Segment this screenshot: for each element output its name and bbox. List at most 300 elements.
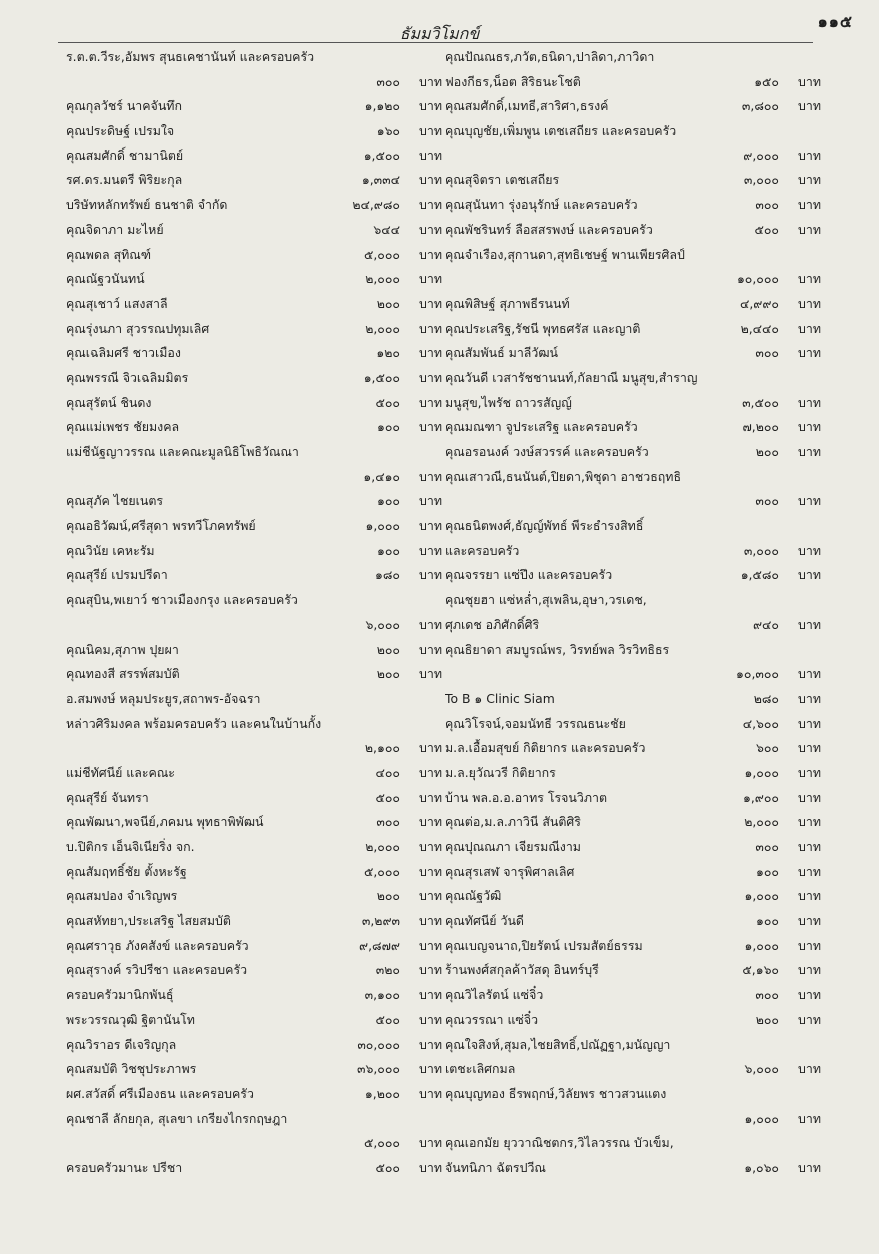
donor-line (66, 292, 442, 317)
donor-line (66, 835, 442, 860)
page-number: ๑๑๕ (817, 12, 853, 31)
currency-unit: บาท (419, 518, 442, 534)
donation-amount: ๑,๓๓๔ (361, 172, 400, 188)
currency-unit (400, 45, 442, 70)
donation-amount: ๔๐๐ (375, 764, 400, 780)
currency-unit: บาท (798, 542, 821, 558)
donor-line (445, 45, 821, 70)
currency-unit: บาท (798, 221, 821, 237)
donor-name: คุณณัฐวัฒิ (445, 888, 502, 904)
donor-name: หล่าวศิริมงคล พร้อมครอบครัว และคนในบ้านกั้ง (66, 715, 322, 731)
donor-name: บ.ปิติกร เอ็นจิเนียริ่ง จก. (66, 839, 195, 854)
currency-unit: บาท (419, 73, 442, 89)
donor-line (66, 934, 442, 959)
donation-amount: ๒๘๐ (753, 690, 779, 706)
donor-name: คุณวรรณา แซ่จิ๋ว (445, 1011, 539, 1027)
donor-name (445, 267, 737, 292)
donation-amount: ๒๐๐ (755, 1011, 779, 1027)
donation-amount: ๓๐๐ (755, 345, 779, 361)
donation-amount: ๔,๖๐๐ (742, 715, 779, 731)
currency-unit: บาท (419, 839, 442, 854)
donation-amount: ๑,๙๐๐ (742, 789, 779, 805)
donor-name: รศ.ดร.มนตรี พิริยะกุล (66, 172, 183, 188)
donation-amount: ๒,๐๐๐ (365, 839, 400, 854)
donor-name: คุณสุรีย์ เปรมปรีดา (66, 567, 168, 583)
donor-line (445, 489, 821, 514)
currency-unit: บาท (798, 962, 821, 978)
donor-line (66, 563, 442, 588)
currency-unit (779, 638, 821, 663)
currency-unit: บาท (798, 98, 821, 114)
donor-line (445, 70, 821, 95)
donation-amount: ๑๐๐ (756, 863, 779, 879)
donor-name: คุณสหัทยา,ประเสริฐ ไสยสมบัติ (66, 913, 231, 929)
donor-name: คุณพัฒนา,พจนีย์,ภคมน พุทธาพิพัฒน์ (66, 814, 264, 830)
donor-line (66, 218, 442, 243)
currency-unit: บาท (798, 567, 821, 583)
donor-name (445, 1107, 745, 1132)
donor-name: คุณวินัย เคหะรัม (66, 542, 155, 558)
donor-line (66, 1033, 442, 1058)
donation-amount: ๑๕๐ (754, 73, 779, 89)
donation-amount: ๗,๒๐๐ (742, 419, 779, 435)
donor-line (66, 662, 442, 687)
donor-line (66, 415, 442, 440)
donation-amount: ๕,๑๖๐ (742, 962, 779, 978)
donor-name: คุณสุรัตน์ ชินดง (66, 394, 152, 410)
donor-line (66, 119, 442, 144)
donor-line (66, 1082, 442, 1107)
donor-name: คุณธิยาดา สมบูรณ์พร, วิรทย์พล วิรวิทธิธร (445, 641, 670, 657)
donation-amount: ๒๐๐ (376, 641, 400, 657)
currency-unit: บาท (798, 937, 821, 953)
currency-unit: บาท (419, 221, 442, 237)
donor-line (66, 613, 442, 638)
donor-name: คุณสุนันทา รุ่งอนุรักษ์ และครอบครัว (445, 197, 638, 213)
donor-name: คุณวิไลรัตน์ แซ่จิ๋ว (445, 987, 544, 1003)
currency-unit: บาท (798, 1159, 821, 1175)
currency-unit: บาท (419, 369, 442, 385)
donor-name: คุณกุลวัชร์ นาคจันทึก (66, 98, 182, 114)
donor-name: ศุภเดช อภิศักดิ์ศิริ (445, 616, 540, 632)
currency-unit: บาท (798, 814, 821, 830)
currency-unit: บาท (798, 419, 821, 435)
donor-line (445, 1057, 821, 1082)
donation-amount: ๓,๐๐๐ (743, 172, 779, 188)
currency-unit: บาท (419, 1085, 442, 1101)
donor-name: คุณใจสิงห์,สุมล,ไชยสิทธิ์,ปณัฏฐา,มนัญญา (445, 1036, 671, 1052)
donor-line (445, 786, 821, 811)
donor-line (445, 94, 821, 119)
donor-name: คุณประดิษฐ์ เปรมใจ (66, 123, 175, 139)
currency-unit: บาท (419, 740, 442, 756)
donor-line (445, 810, 821, 835)
donor-name: ม.ล.เอื้อมสุขย์ กิติยากร และครอบครัว (445, 740, 646, 756)
currency-unit (400, 1107, 442, 1132)
donor-name (66, 736, 365, 761)
donor-name: คุณสุบิน,พเยาว์ ชาวเมืองกรุง และครอบครัว (66, 592, 298, 608)
donor-name: คุณทองสี สรรพ์สมบัติ (66, 666, 180, 682)
currency-unit: บาท (798, 1011, 821, 1027)
donor-line (66, 786, 442, 811)
donor-name: ครอบครัวมานะ ปรีชา (66, 1159, 183, 1175)
currency-unit: บาท (419, 320, 442, 336)
donor-name: บ้าน พล.อ.อ.อาทร โรจนวิภาต (445, 789, 608, 805)
currency-unit: บาท (419, 616, 442, 632)
currency-unit: บาท (419, 641, 442, 657)
donor-line (66, 761, 442, 786)
donation-amount: ๑,๐๐๐ (744, 937, 779, 953)
donation-amount: ๒๔,๙๘๐ (352, 197, 400, 213)
donor-line (445, 440, 821, 465)
donor-line (66, 317, 442, 342)
currency-unit: บาท (419, 913, 442, 929)
donor-name: คุณเอกมัย ยุววาณิชตกร,วิไลวรรณ บัวเข็ม, (445, 1135, 674, 1151)
donor-line (66, 687, 442, 712)
currency-unit (779, 1033, 821, 1058)
donor-line (66, 341, 442, 366)
donor-name: ครอบครัวมานิกพันธุ์ (66, 987, 174, 1003)
donor-line (66, 810, 442, 835)
donor-line (445, 415, 821, 440)
donor-name: คุณเสาวณี,ธนนันต์,ปิยดา,พิชุดา อาชวธฤทธิ (445, 468, 682, 484)
currency-unit: บาท (419, 147, 442, 163)
donation-amount: ๕๐๐ (754, 221, 779, 237)
donor-name: คุณสุภัค ไชยเนตร (66, 493, 164, 509)
donation-amount: ๑,๕๐๐ (363, 369, 400, 385)
donor-line (66, 366, 442, 391)
donor-name: ฟองกีธร,น็อต สิริธนะโชติ (445, 73, 581, 89)
donor-line (66, 588, 442, 613)
donor-line (66, 539, 442, 564)
currency-unit: บาท (419, 271, 442, 287)
donor-line (445, 539, 821, 564)
donation-amount: ๑๐๐ (756, 913, 779, 929)
donation-amount: ๑๘๐ (375, 567, 400, 583)
donor-name: คุณวิโรจน์,จอมนัทธี วรรณธนะชัย (445, 715, 626, 731)
donation-amount: ๓๐๐ (755, 493, 779, 509)
currency-unit (779, 1082, 821, 1107)
currency-unit: บาท (419, 542, 442, 558)
currency-unit: บาท (798, 987, 821, 1003)
donation-amount: ๓,๑๐๐ (364, 987, 400, 1003)
currency-unit: บาท (419, 937, 442, 953)
donor-name: คุณประเสริฐ,รัชนี พุทธศรัส และญาติ (445, 320, 641, 336)
donation-amount: ๒๐๐ (755, 444, 779, 459)
currency-unit: บาท (419, 394, 442, 410)
currency-unit: บาท (419, 98, 442, 114)
donor-name: คุณพัชรินทร์ ลือสสรพงษ์ และครอบครัว (445, 221, 653, 237)
donor-line (66, 884, 442, 909)
donation-amount: ๖๐๐ (756, 740, 779, 756)
currency-unit: บาท (798, 271, 821, 287)
donation-amount: ๑,๐๐๐ (744, 888, 779, 904)
currency-unit: บาท (419, 1036, 442, 1052)
donor-line (445, 662, 821, 687)
donation-amount: ๑๐๐ (377, 542, 400, 558)
donor-name: คุณมณฑา จูประเสริฐ และครอบครัว (445, 419, 638, 435)
donor-line (66, 1008, 442, 1033)
currency-unit: บาท (419, 419, 442, 435)
donor-name: เตชะเลิศกมล (445, 1061, 516, 1077)
donor-line (445, 958, 821, 983)
currency-unit: บาท (419, 468, 442, 484)
donor-name: คุณเฉลิมศรี ชาวเมือง (66, 345, 181, 361)
donor-line (445, 712, 821, 737)
donor-name: คุณสุจิตรา เตชเสถียร (445, 172, 560, 188)
donor-line (66, 489, 442, 514)
donation-amount: ๑,๐๐๐ (365, 518, 400, 534)
currency-unit: บาท (419, 962, 442, 978)
donation-amount: ๓๐๐ (376, 73, 400, 89)
donation-amount: ๑,๒๐๐ (364, 1085, 400, 1101)
donor-line (66, 168, 442, 193)
donation-amount: ๓๐,๐๐๐ (357, 1036, 400, 1052)
donor-name: พระวรรณวุฒิ ฐิตานันโท (66, 1011, 195, 1027)
donor-line (445, 317, 821, 342)
currency-unit: บาท (798, 740, 821, 756)
donor-line (445, 563, 821, 588)
donation-amount: ๑๖๐ (376, 123, 400, 139)
donation-amount: ๑,๐๐๐ (744, 1110, 779, 1126)
currency-unit: บาท (419, 123, 442, 139)
currency-unit: บาท (798, 666, 821, 682)
header-rule (58, 42, 813, 43)
donor-line (445, 613, 821, 638)
donation-amount: ๒,๑๐๐ (364, 740, 400, 756)
donor-line (66, 465, 442, 490)
donor-line (445, 835, 821, 860)
donor-name: คุณสุรีย์ จันทรา (66, 789, 149, 805)
donor-name: คุณสุรเสฬ จารุพิศาลเลิศ (445, 863, 575, 879)
donor-name: คุณวันดี เวสารัชชานนท์,กัลยาณี มนูสุข,สำราญ (445, 369, 698, 385)
donation-amount: ๑๐๐ (377, 493, 400, 509)
donation-amount: ๑,๕๐๐ (363, 147, 400, 163)
donation-amount: ๓๐๐ (755, 987, 779, 1003)
donor-line (66, 860, 442, 885)
donation-amount: ๑,๐๖๐ (744, 1159, 779, 1175)
currency-unit (400, 440, 442, 465)
currency-unit: บาท (798, 789, 821, 805)
currency-unit (400, 588, 442, 613)
donor-name: คุณสุเชาว์ แสงสาลี (66, 295, 168, 311)
currency-unit (779, 465, 821, 490)
donor-name: ผศ.สวัสดิ์ ศรีเมืองธน และครอบครัว (66, 1085, 254, 1101)
currency-unit: บาท (798, 888, 821, 904)
donor-line (445, 168, 821, 193)
currency-unit: บาท (419, 172, 442, 188)
donor-line (445, 983, 821, 1008)
donor-name: และครอบครัว (445, 542, 520, 558)
donation-amount: ๒,๐๐๐ (365, 271, 400, 287)
donor-name: คุณอธิวัฒน์,ศรีสุดา พรทวีโภคทรัพย์ (66, 518, 256, 534)
donor-line (445, 687, 821, 712)
currency-unit: บาท (419, 888, 442, 904)
donor-line (66, 1057, 442, 1082)
donor-name: อ.สมพงษ์ หลุมประยูร,สถาพร-อัจฉรา (66, 690, 261, 706)
donor-line (445, 736, 821, 761)
donation-amount: ๑,๔๑๐ (363, 468, 400, 484)
donor-name (445, 662, 736, 687)
currency-unit (779, 45, 821, 70)
donor-name: ร้านพงศ์สกุลค้าวัสดุ อินทร์บุรี (445, 962, 599, 978)
currency-unit: บาท (419, 666, 442, 682)
donor-name: แม่ชีทัศนีย์ และคณะ (66, 764, 175, 780)
running-title: ธัมมวิโมกข์ (399, 24, 480, 43)
right-donor-column (445, 45, 821, 1181)
donor-name: คุณรุ่งนภา สุวรรณปทุมเลิศ (66, 320, 210, 336)
donor-name: คุณทัศนีย์ วันดี (445, 913, 524, 929)
donation-amount: ๑๒๐ (376, 345, 400, 361)
currency-unit: บาท (798, 863, 821, 879)
donor-line (445, 761, 821, 786)
donor-line (66, 909, 442, 934)
left-donor-column (66, 45, 442, 1181)
donation-amount: ๙๔๐ (752, 616, 779, 632)
donation-amount: ๒,๔๔๐ (740, 320, 779, 336)
donor-line (66, 94, 442, 119)
currency-unit (779, 1131, 821, 1156)
donor-name: คุณปัณณธร,ภวัต,ธนิดา,ปาลิดา,ภาวิดา (445, 49, 655, 64)
donor-name: คุณจรรยา แซ่ปึง และครอบครัว (445, 567, 613, 583)
donation-amount: ๒,๐๐๐ (744, 814, 779, 830)
donor-name: คุณชุยฮา แซ่หล่ำ,สุเพลิน,อุษา,วรเดช, (445, 592, 647, 608)
donor-name: คุณเบญจนาถ,ปิยรัตน์ เปรมสัตย์ธรรม (445, 937, 643, 953)
donation-amount: ๓,๒๙๓ (361, 913, 400, 929)
donor-line (66, 638, 442, 663)
currency-unit: บาท (419, 1061, 442, 1077)
donor-line (445, 144, 821, 169)
currency-unit: บาท (419, 764, 442, 780)
currency-unit: บาท (798, 394, 821, 410)
donor-line (445, 243, 821, 268)
donor-line (445, 934, 821, 959)
currency-unit: บาท (798, 616, 821, 632)
currency-unit: บาท (798, 1110, 821, 1126)
donation-amount: ๑,๕๘๐ (740, 567, 779, 583)
currency-unit: บาท (798, 147, 821, 163)
donor-line (445, 638, 821, 663)
currency-unit: บาท (419, 789, 442, 805)
donor-line (66, 1156, 442, 1181)
currency-unit: บาท (798, 197, 821, 213)
donor-line (66, 1131, 442, 1156)
currency-unit: บาท (798, 295, 821, 311)
donor-line (66, 243, 442, 268)
donor-line (66, 1107, 442, 1132)
donor-name: คุณสมบัติ วิชชุประภาพร (66, 1061, 197, 1077)
donation-amount: ๓,๐๐๐ (743, 542, 779, 558)
donor-line (445, 119, 821, 144)
currency-unit: บาท (798, 345, 821, 361)
donor-line (66, 958, 442, 983)
donor-name: ร.ต.ต.วีระ,อัมพร สุนธเคชานันท์ และครอบครัว (66, 49, 315, 64)
donation-amount: ๕๐๐ (375, 394, 400, 410)
donation-amount: ๕๐๐ (375, 1159, 400, 1175)
currency-unit: บาท (419, 1159, 442, 1175)
donor-name: คุณวิราอร ดีเจริญกุล (66, 1036, 177, 1052)
donor-name: คุณจิดาภา มะไหย์ (66, 221, 164, 237)
donor-line (445, 909, 821, 934)
currency-unit: บาท (419, 197, 442, 213)
donor-line (66, 70, 442, 95)
donor-line (445, 1107, 821, 1132)
currency-unit: บาท (419, 814, 442, 830)
donation-amount: ๓๖,๐๐๐ (357, 1061, 400, 1077)
donation-amount: ๒,๐๐๐ (365, 320, 400, 336)
donor-name: แม่ชีนัฐญาวรรณ และคณะมูลนิธิโพธิวัณณา (66, 444, 299, 459)
donation-amount: ๒๐๐ (376, 888, 400, 904)
donation-amount: ๓๒๐ (375, 962, 400, 978)
currency-unit: บาท (419, 493, 442, 509)
donor-line (66, 712, 442, 737)
donor-line (445, 193, 821, 218)
donor-name: คุณสัมฤทธิ์ชัย ตั้งหะรัฐ (66, 863, 187, 879)
donor-line (66, 267, 442, 292)
donor-name: คุณต่อ,ม.ล.ภาวินี สันติศิริ (445, 814, 581, 830)
donation-amount: ๔,๙๙๐ (739, 295, 779, 311)
donor-name (445, 489, 755, 514)
currency-unit (779, 514, 821, 539)
donation-amount: ๓๐๐ (376, 814, 400, 830)
donor-name: คุณธนิตพงศ์,ธัญญ์พัทธ์ พีระธำรงสิทธิ์ (445, 518, 644, 534)
currency-unit: บาท (419, 567, 442, 583)
donation-amount: ๕๐๐ (375, 789, 400, 805)
donor-line (445, 1156, 821, 1181)
donor-line (445, 341, 821, 366)
donor-line (66, 45, 442, 70)
donation-amount: ๓,๕๐๐ (742, 394, 779, 410)
donation-amount: ๕,๐๐๐ (363, 246, 400, 262)
donor-line (445, 860, 821, 885)
donor-line (445, 1131, 821, 1156)
currency-unit: บาท (798, 444, 821, 459)
donor-name: คุณสมศักดิ์ ชามานิตย์ (66, 147, 184, 163)
donation-amount: ๑๐,๐๐๐ (736, 271, 779, 287)
donor-name (445, 144, 743, 169)
donation-amount: ๒๐๐ (376, 295, 400, 311)
donation-amount: ๕,๐๐๐ (363, 863, 400, 879)
donor-name: To B ๑ Clinic Siam (445, 690, 555, 706)
currency-unit: บาท (798, 715, 821, 731)
donor-line (66, 736, 442, 761)
donation-amount: ๕,๐๐๐ (363, 1135, 400, 1151)
donation-amount: ๑,๐๐๐ (744, 764, 779, 780)
currency-unit: บาท (419, 863, 442, 879)
donor-name: ม.ล.ยุวัณวรี กิติยากร (445, 764, 556, 780)
donor-line (445, 1033, 821, 1058)
donor-line (66, 144, 442, 169)
donor-name: คุณพดล สุทิณฑ์ (66, 246, 152, 262)
donation-amount: ๖๔๔ (373, 221, 400, 237)
currency-unit: บาท (419, 345, 442, 361)
donation-amount: ๑๐,๓๐๐ (736, 666, 779, 682)
currency-unit: บาท (798, 172, 821, 188)
currency-unit: บาท (419, 987, 442, 1003)
donor-line (445, 1008, 821, 1033)
currency-unit: บาท (798, 913, 821, 929)
donor-name: คุณพิสิษฐ์ สุภาพธีรนนท์ (445, 295, 570, 311)
donor-name: คุณสมศักดิ์,เมทธี,สาริศา,ธรงค์ (445, 98, 609, 114)
donor-name: บริษัทหลักทรัพย์ ธนชาติ จำกัด (66, 197, 228, 213)
donor-line (445, 465, 821, 490)
currency-unit: บาท (798, 690, 821, 706)
donor-line (66, 391, 442, 416)
currency-unit (400, 712, 442, 737)
donor-line (445, 391, 821, 416)
donation-amount: ๙,๐๐๐ (743, 147, 779, 163)
donation-amount: ๙,๘๗๙ (359, 937, 400, 953)
